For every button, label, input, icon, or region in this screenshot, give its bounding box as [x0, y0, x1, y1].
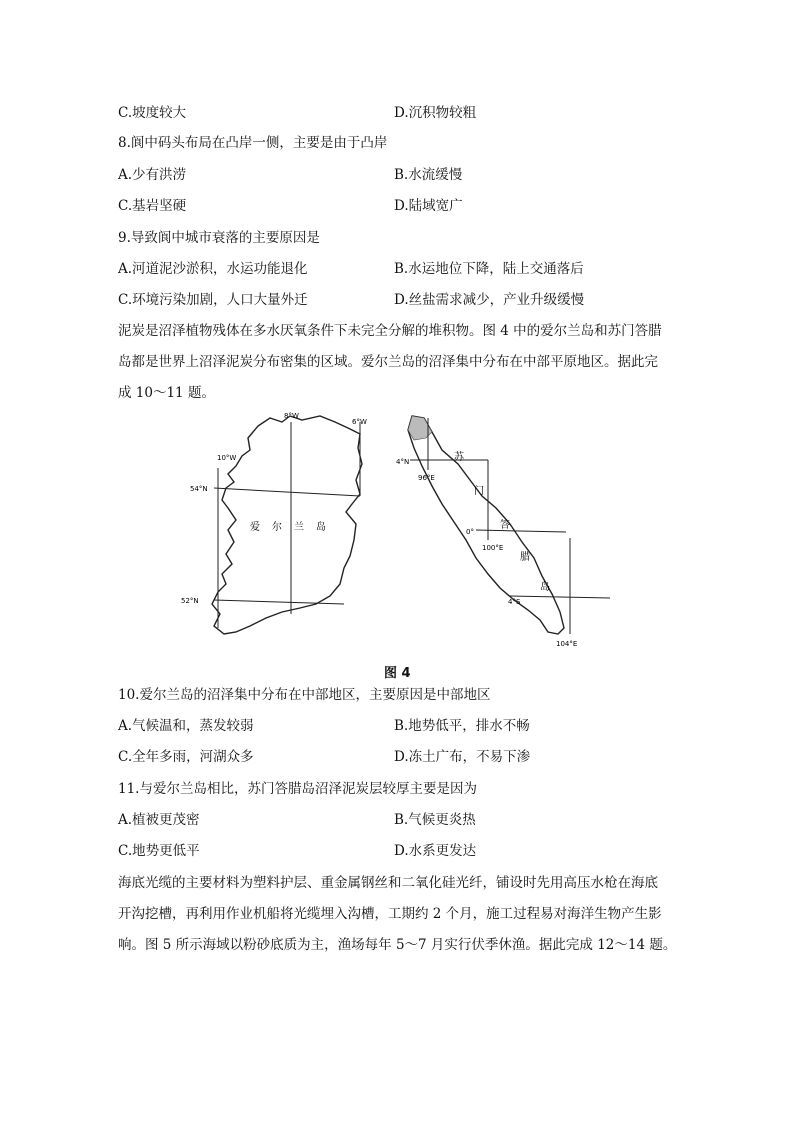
q9-option-b: B.水运地位下降，陆上交通落后: [394, 261, 584, 277]
q11-option-b: B.气候更炎热: [394, 812, 476, 828]
q10-option-d: D.冻土广布，不易下渗: [394, 749, 531, 765]
sumatra-name-char: 腊: [520, 552, 530, 563]
sumatra-label-0: 0°: [466, 528, 474, 536]
q8-option-d: D.陆域宽广: [394, 198, 463, 214]
figure-4-svg: [170, 408, 630, 653]
passage2-line: 海底光缆的主要材料为塑料护层、重金属钢丝和二氧化硅光纤，铺设时先用高压水枪在海底: [118, 875, 658, 891]
sumatra-label-104e: 104°E: [556, 640, 578, 648]
q9-stem: 9.导致阆中城市衰落的主要原因是: [118, 230, 320, 246]
q8-stem: 8.阆中码头布局在凸岸一侧，主要是由于凸岸: [118, 135, 388, 151]
ireland-lat-52n: [214, 600, 344, 604]
sumatra-lat-0: [476, 530, 566, 532]
passage2-line: 开沟挖槽，再利用作业机船将光缆埋入沟槽，工期约 2 个月，施工过程易对海洋生物产生影: [118, 906, 662, 922]
q9-option-a: A.河道泥沙淤积，水运功能退化: [118, 261, 308, 277]
ireland-name-char: 爱: [250, 522, 260, 533]
sumatra-label-96e: 96°E: [418, 474, 435, 482]
sumatra-lat-4s: [510, 596, 610, 598]
sumatra-name-char: 门: [474, 486, 484, 497]
sumatra-label-100e: 100°E: [482, 544, 504, 552]
q7-option-d: D.沉积物较粗: [394, 105, 477, 121]
figure-4-caption: 图 4: [384, 666, 411, 681]
ireland-name-char: 兰: [294, 522, 304, 533]
sumatra-outline: [408, 416, 564, 634]
q8-option-c: C.基岩坚硬: [118, 198, 187, 214]
figure-4-maps: [170, 408, 630, 653]
ireland-label-6w: 6°W: [352, 418, 367, 426]
sumatra-label-4n: 4°N: [396, 458, 410, 466]
passage1-line: 泥炭是沼泽植物残体在多水厌氧条件下未完全分解的堆积物。图 4 中的爱尔兰岛和苏门答腊: [118, 323, 662, 339]
passage2-line: 响。图 5 所示海域以粉砂底质为主，渔场每年 5～7 月实行伏季休渔。据此完成 12～14 题。: [118, 937, 677, 953]
sumatra-label-4s: 4°S: [508, 598, 521, 606]
q10-option-b: B.地势低平，排水不畅: [394, 718, 530, 734]
q9-option-c: C.环境污染加剧，人口大量外迁: [118, 292, 308, 308]
sumatra-name-char: 苏: [454, 452, 464, 463]
sumatra-name-char: 岛: [540, 582, 550, 593]
ireland-name-char: 岛: [316, 522, 326, 533]
q8-option-a: A.少有洪涝: [118, 167, 187, 183]
q8-option-b: B.水流缓慢: [394, 167, 463, 183]
q10-option-c: C.全年多雨，河湖众多: [118, 749, 254, 765]
ireland-label-10w: 10°W: [217, 454, 237, 462]
q7-option-c: C.坡度较大: [118, 105, 187, 121]
ireland-outline: [212, 416, 362, 634]
passage1-line: 岛都是世界上沼泽泥炭分布密集的区域。爱尔兰岛的沼泽集中分布在中部平原地区。据此完: [118, 354, 658, 370]
q11-option-c: C.地势更低平: [118, 843, 200, 859]
q11-option-d: D.水系更发达: [394, 843, 477, 859]
q11-stem: 11.与爱尔兰岛相比，苏门答腊岛沼泽泥炭层较厚主要是因为: [118, 781, 477, 797]
passage1-line: 成 10～11 题。: [118, 385, 215, 401]
ireland-label-52n: 52°N: [181, 597, 199, 605]
ireland-lat-54n: [214, 488, 360, 496]
ireland-name-char: 尔: [272, 522, 282, 533]
ireland-label-54n: 54°N: [190, 485, 208, 493]
q10-stem: 10.爱尔兰岛的沼泽集中分布在中部地区，主要原因是中部地区: [118, 687, 491, 703]
q9-option-d: D.丝盐需求减少，产业升级缓慢: [394, 292, 585, 308]
q11-option-a: A.植被更茂密: [118, 812, 200, 828]
q10-option-a: A.气候温和，蒸发较弱: [118, 718, 254, 734]
sumatra-name-char: 答: [500, 520, 510, 531]
ireland-label-8w: 8°W: [284, 412, 299, 420]
